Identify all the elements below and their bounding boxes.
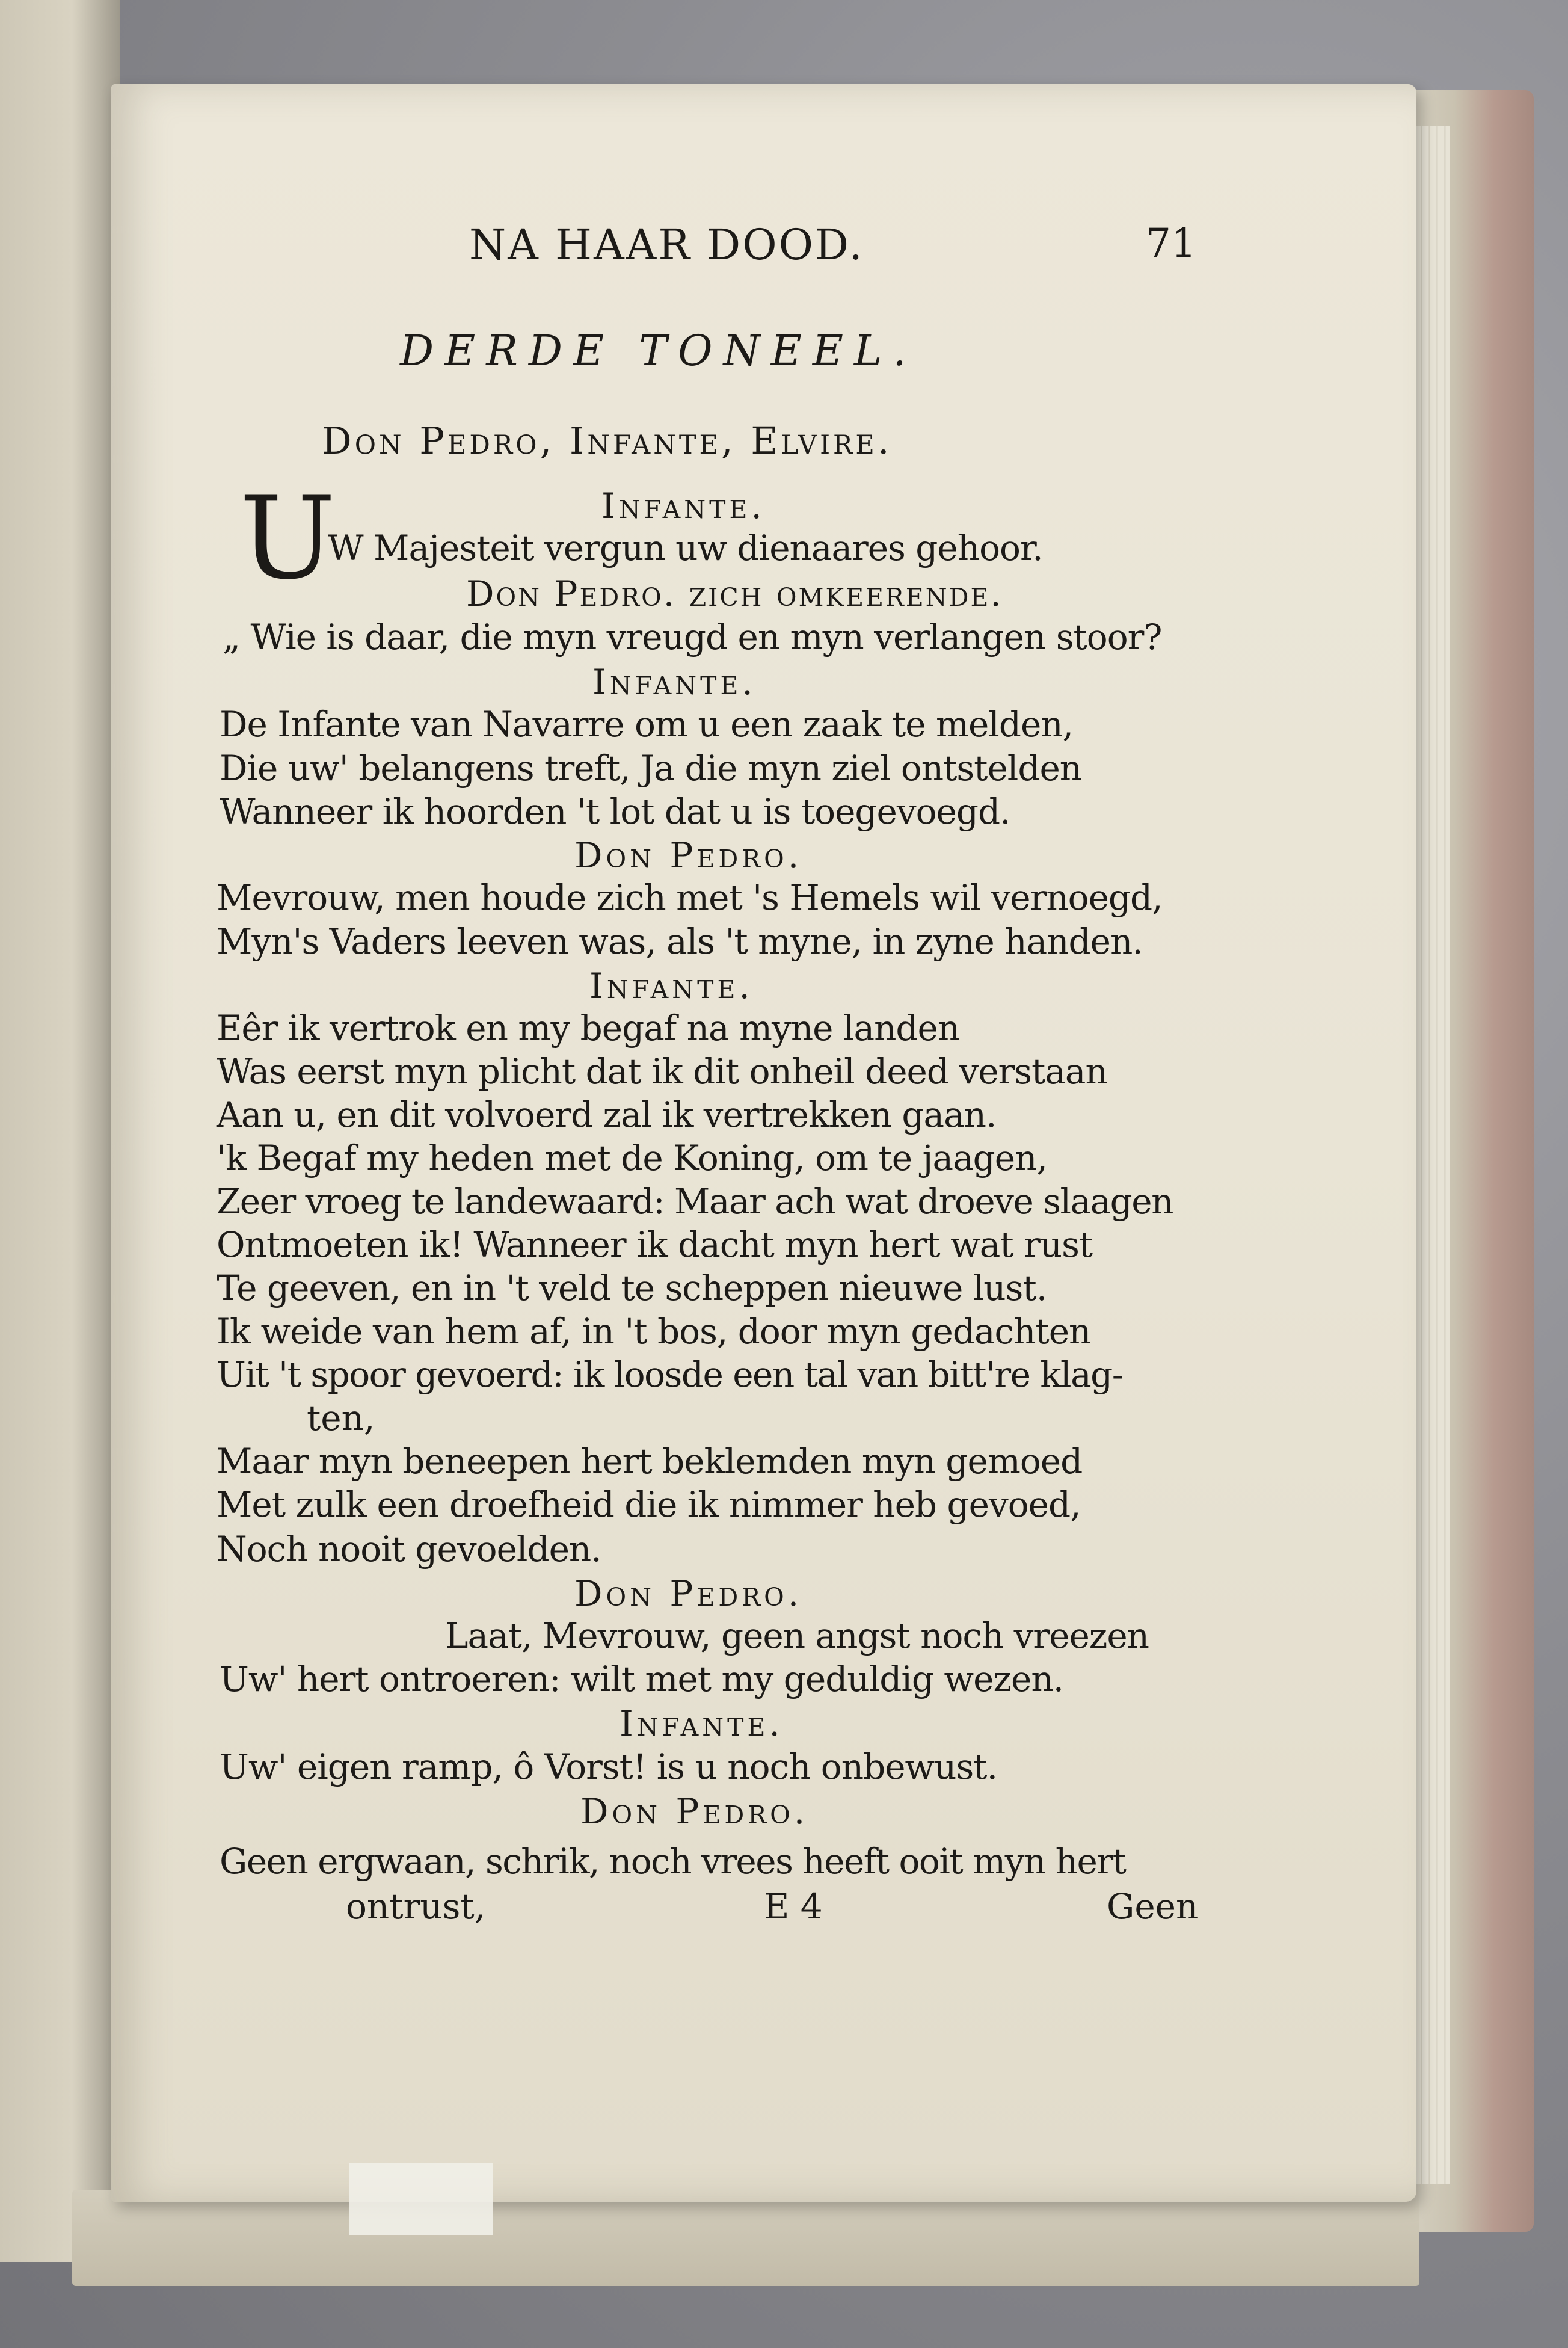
verse-line: Maar myn beneepen hert beklemden myn gemoed bbox=[217, 1441, 1083, 1482]
verse-line: Die uw' belangens treft, Ja die myn ziel ontstelden bbox=[220, 748, 1082, 789]
verse-line: Zeer vroeg te landewaard: Maar ach wat droeve slaagen bbox=[217, 1181, 1173, 1222]
verse-line: Te geeven, en in 't veld te scheppen nieuwe lust. bbox=[217, 1268, 1047, 1308]
catchword: Geen bbox=[1107, 1886, 1199, 1927]
verse-line: De Infante van Navarre om u een zaak te melden, bbox=[220, 704, 1074, 745]
speaker-label: Don Pedro. bbox=[574, 835, 803, 876]
verse-line: Ik weide van hem af, in 't bos, door myn gedachten bbox=[217, 1311, 1091, 1352]
page-number: 71 bbox=[1146, 220, 1196, 267]
speaker-label: Infante. bbox=[589, 966, 754, 1006]
verse-line: Uit 't spoor gevoerd: ik loosde een tal van bitt're klag- bbox=[217, 1354, 1123, 1395]
speaker-label: Don Pedro. bbox=[580, 1791, 809, 1832]
verse-line: „ Wie is daar, die myn vreugd en myn verlangen stoor? bbox=[223, 617, 1162, 658]
verse-line: ten, bbox=[307, 1397, 375, 1438]
signature-mark: E 4 bbox=[764, 1886, 823, 1927]
drop-cap: U bbox=[239, 472, 336, 605]
verse-line: 'k Begaf my heden met de Koning, om te jaagen, bbox=[217, 1138, 1047, 1179]
speaker-label: Infante. bbox=[601, 485, 766, 526]
speaker-label: Don Pedro. bbox=[574, 1573, 803, 1614]
verse-line: Met zulk een droefheid die ik nimmer heb gevoed, bbox=[217, 1484, 1081, 1525]
verse-line: Was eerst myn plicht dat ik dit onheil deed verstaan bbox=[217, 1051, 1107, 1092]
verse-line: Geen ergwaan, schrik, noch vrees heeft ooit myn hert bbox=[220, 1841, 1126, 1882]
verse-line: Aan u, en dit volvoerd zal ik vertrekken gaan. bbox=[217, 1094, 997, 1135]
speaker-label: Infante. bbox=[592, 662, 757, 703]
verse-line: ontrust, bbox=[346, 1886, 486, 1927]
speaker-label: Don Pedro. zich omkeerende. bbox=[466, 573, 1003, 614]
verse-line: Mevrouw, men houde zich met 's Hemels wil vernoegd, bbox=[217, 877, 1163, 918]
verse-line: Uw' hert ontroeren: wilt met my geduldig wezen. bbox=[220, 1659, 1064, 1699]
verse-line: Uw' eigen ramp, ô Vorst! is u noch onbewust. bbox=[220, 1746, 998, 1787]
verse-line: Wanneer ik hoorden 't lot dat u is toegevoegd. bbox=[220, 791, 1010, 832]
verse-line: Myn's Vaders leeven was, als 't myne, in zyne handen. bbox=[217, 921, 1143, 962]
scene-title: DERDE TONEEL. bbox=[400, 326, 917, 375]
verse-line: Ontmoeten ik! Wanneer ik dacht myn hert wat rust bbox=[217, 1224, 1093, 1265]
verse-line: W Majesteit vergun uw dienaares gehoor. bbox=[328, 528, 1043, 569]
character-list: Don Pedro, Infante, Elvire. bbox=[322, 419, 893, 463]
verse-line: Laat, Mevrouw, geen angst noch vreezen bbox=[445, 1615, 1149, 1656]
speaker-label: Infante. bbox=[620, 1703, 784, 1744]
verse-line: Noch nooit gevoelden. bbox=[217, 1529, 601, 1570]
running-title: NA HAAR DOOD. bbox=[469, 220, 864, 270]
verse-line: Eêr ik vertrok en my begaf na myne landen bbox=[217, 1008, 960, 1049]
